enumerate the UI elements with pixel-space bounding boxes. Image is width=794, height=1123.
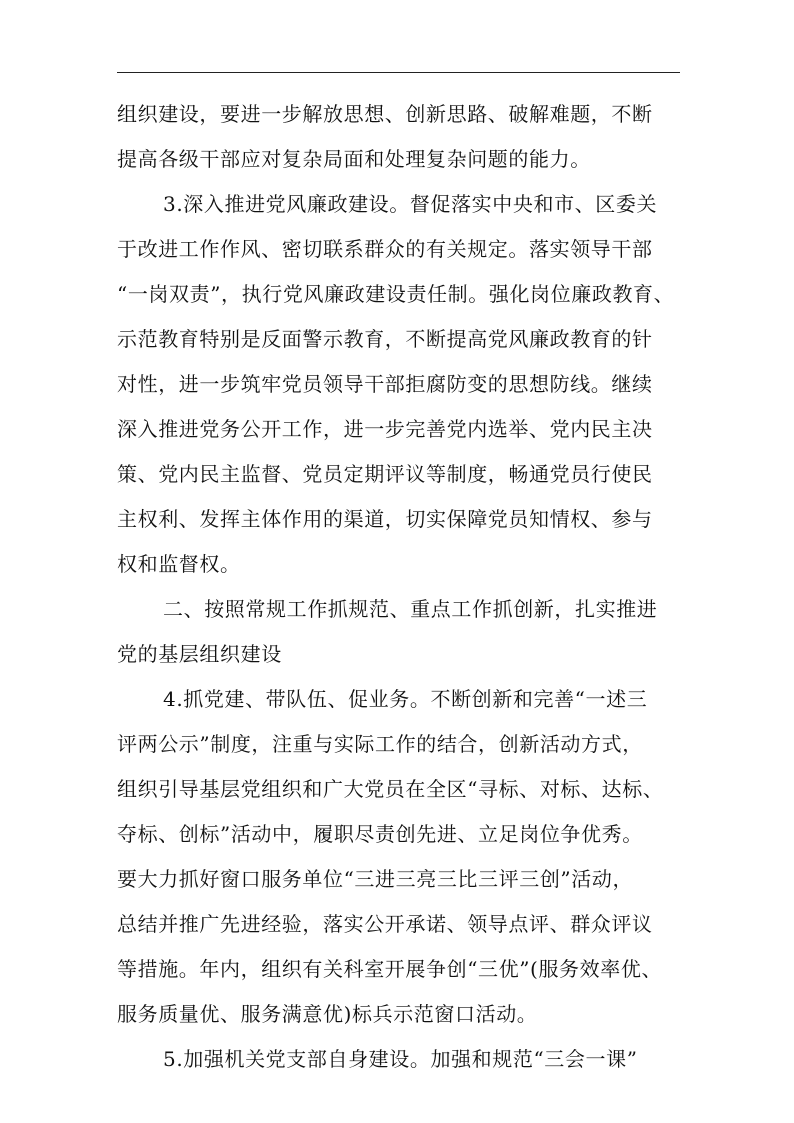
text-line-10: 主权利、发挥主体作用的渠道，切实保障党员知情权、参与 xyxy=(117,507,653,531)
text-line-8: 深入推进党务公开工作，进一步完善党内选举、党内民主决 xyxy=(117,417,653,441)
text-line-21: 服务质量优、服务满意优)标兵示范窗口活动。 xyxy=(117,1002,538,1026)
text-line-9: 策、党内民主监督、党员定期评议等制度，畅通党员行使民 xyxy=(117,462,653,486)
section-heading-line-1: 二、按照常规工作抓规范、重点工作抓创新，扎实推进 xyxy=(163,597,658,621)
text-line-18: 要大力抓好窗口服务单位“三进三亮三比三评三创”活动， xyxy=(117,867,634,891)
text-line-19: 总结并推广先进经验，落实公开承诺、领导点评、群众评议 xyxy=(117,912,653,936)
section-heading-line-2: 党的基层组织建设 xyxy=(117,642,282,666)
text-line-14: 4.抓党建、带队伍、促业务。不断创新和完善“一述三 xyxy=(163,687,648,711)
text-line-17: 夺标、创标”活动中，履职尽责创先进、立足岗位争优秀。 xyxy=(117,822,643,846)
text-line-22: 5.加强机关党支部自身建设。加强和规范“三会一课” xyxy=(163,1047,638,1071)
document-body xyxy=(117,92,687,1082)
text-line-7: 对性，进一步筑牢党员领导干部拒腐防变的思想防线。继续 xyxy=(117,372,653,396)
text-line-3: 3.深入推进党风廉政建设。督促落实中央和市、区委关 xyxy=(163,192,658,216)
text-line-15: 评两公示”制度，注重与实际工作的结合，创新活动方式， xyxy=(117,732,643,756)
text-line-4: 于改进工作作风、密切联系群众的有关规定。落实领导干部 xyxy=(117,237,653,261)
header-rule xyxy=(117,72,680,73)
text-line-20: 等措施。年内，组织有关科室开展争创“三优”(服务效率优、 xyxy=(117,957,663,981)
text-line-6: 示范教育特别是反面警示教育，不断提高党风廉政教育的针 xyxy=(117,327,653,351)
text-line-16: 组织引导基层党组织和广大党员在全区“寻标、对标、达标、 xyxy=(117,777,664,801)
text-line-2: 提高各级干部应对复杂局面和处理复杂问题的能力。 xyxy=(117,147,591,171)
text-line-1: 组织建设，要进一步解放思想、创新思路、破解难题，不断 xyxy=(117,102,653,126)
text-line-5: “一岗双责”，执行党风廉政建设责任制。强化岗位廉政教育、 xyxy=(117,282,675,306)
text-line-11: 权和监督权。 xyxy=(117,552,241,576)
